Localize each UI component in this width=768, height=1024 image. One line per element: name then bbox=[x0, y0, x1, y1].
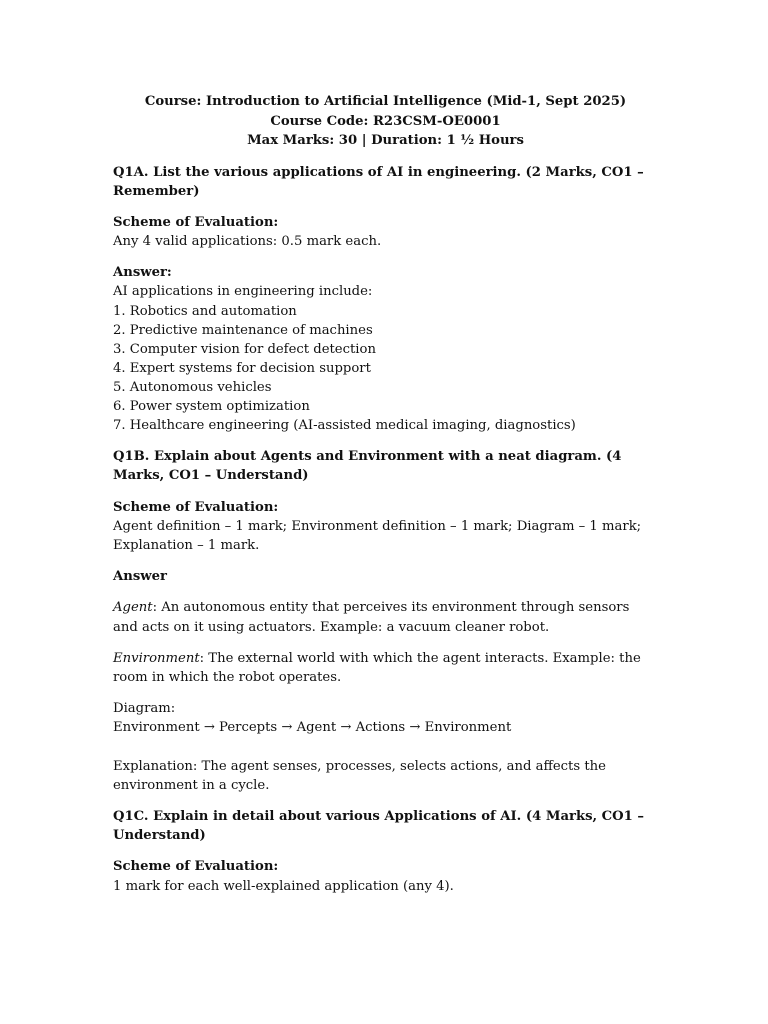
list-item: 4. Expert systems for decision support bbox=[113, 360, 371, 376]
q1a-question: Q1A. List the various applications of AI in engineering. (2 Marks, CO1 – Remember) bbox=[113, 164, 644, 199]
document-header bbox=[113, 92, 658, 151]
q1b-explanation: Explanation: The agent senses, processes, selects actions, and affects the environment in a cycle. bbox=[113, 758, 606, 793]
q1a-answer bbox=[113, 263, 658, 435]
list-item: 6. Power system optimization bbox=[113, 398, 310, 414]
document-page bbox=[113, 92, 658, 908]
course-code: Course Code: R23CSM-OE0001 bbox=[270, 113, 501, 129]
q1c-scheme-text: 1 mark for each well-explained application (any 4). bbox=[113, 878, 454, 894]
q1a-answer-label: Answer: bbox=[113, 265, 172, 281]
list-item: 3. Computer vision for defect detection bbox=[113, 341, 376, 357]
environment-text: : The external world with which the agent interacts. Example: the room in which the robot operates. bbox=[113, 650, 641, 685]
q1b-question: Q1B. Explain about Agents and Environment with a neat diagram. (4 Marks, CO1 – Understand) bbox=[113, 449, 622, 484]
q1b-scheme-text: Agent definition – 1 mark; Environment definition – 1 mark; Diagram – 1 mark; Explanation – 1 mark. bbox=[113, 518, 642, 553]
q1a-scheme bbox=[113, 213, 658, 251]
diagram-label: Diagram: bbox=[113, 701, 176, 717]
q1b-environment-definition bbox=[113, 649, 658, 687]
q1b-answer-label: Answer bbox=[113, 569, 167, 585]
environment-term: Environment bbox=[113, 650, 200, 666]
q1b-agent-definition bbox=[113, 598, 658, 636]
q1b-scheme-label: Scheme of Evaluation: bbox=[113, 499, 279, 515]
course-title: Course: Introduction to Artificial Intelligence (Mid-1, Sept 2025) bbox=[144, 94, 627, 109]
q1a-scheme-text: Any 4 valid applications: 0.5 mark each. bbox=[113, 234, 382, 250]
q1b-diagram bbox=[113, 699, 658, 737]
q1b-scheme bbox=[113, 498, 658, 556]
q1c-scheme bbox=[113, 857, 658, 895]
agent-term: Agent bbox=[113, 600, 153, 616]
list-item: 5. Autonomous vehicles bbox=[113, 379, 272, 395]
list-item: 7. Healthcare engineering (AI-assisted medical imaging, diagnostics) bbox=[113, 418, 576, 434]
q1a-scheme-label: Scheme of Evaluation: bbox=[113, 214, 279, 230]
marks-duration: Max Marks: 30 | Duration: 1 ½ Hours bbox=[247, 133, 524, 148]
q1c-scheme-label: Scheme of Evaluation: bbox=[113, 859, 279, 875]
list-item: 2. Predictive maintenance of machines bbox=[113, 322, 373, 338]
list-item: 1. Robotics and automation bbox=[113, 303, 297, 319]
q1a-answer-intro: AI applications in engineering include: bbox=[113, 284, 373, 300]
agent-text: : An autonomous entity that perceives its environment through sensors and acts on it using actuators. Example: a vacuum cleaner robot. bbox=[113, 600, 630, 635]
q1c-question: Q1C. Explain in detail about various Applications of AI. (4 Marks, CO1 – Understand) bbox=[113, 809, 645, 844]
diagram-flow: Environment → Percepts → Agent → Actions → Environment bbox=[113, 720, 512, 736]
